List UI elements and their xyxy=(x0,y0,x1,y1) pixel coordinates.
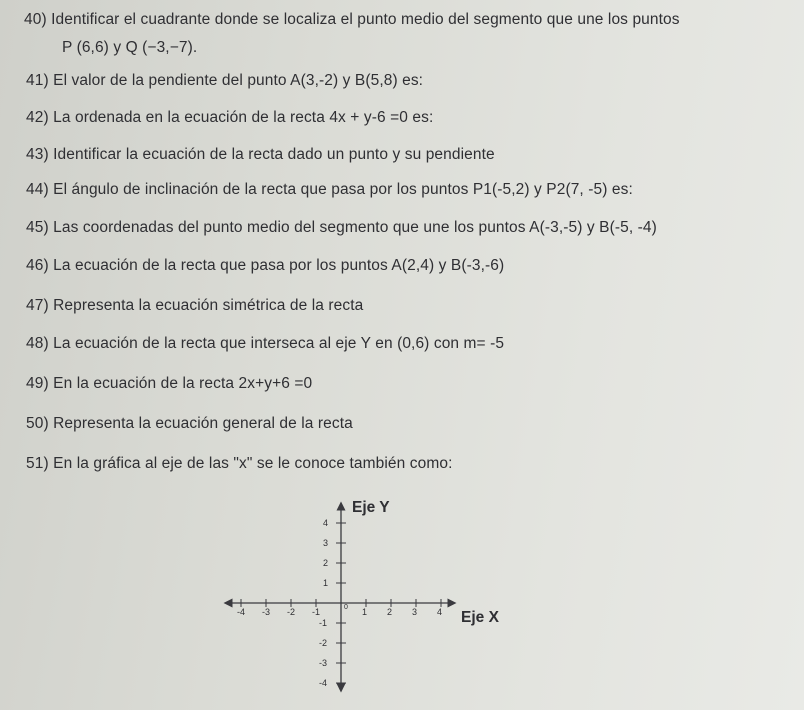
question-47 xyxy=(26,297,363,315)
question-number: 50) xyxy=(26,415,49,432)
x-ticks xyxy=(237,599,442,617)
question-51 xyxy=(26,455,452,473)
question-46 xyxy=(26,257,504,275)
question-number: 45) xyxy=(26,219,49,236)
x-tick-label: 4 xyxy=(437,607,443,617)
question-50 xyxy=(26,415,353,433)
y-tick-label: -4 xyxy=(319,678,328,688)
question-text: Representa la ecuación general de la recta xyxy=(53,415,353,432)
x-tick-label: 1 xyxy=(362,607,368,617)
y-tick-label: -2 xyxy=(319,638,328,648)
y-axis-label: Eje Y xyxy=(352,499,390,516)
question-number: 41) xyxy=(26,72,49,89)
y-tick-label: 3 xyxy=(323,538,329,548)
x-axis-label: Eje X xyxy=(461,609,499,626)
question-40-points xyxy=(62,39,197,57)
y-tick-label: -3 xyxy=(319,658,328,668)
x-tick-label: 3 xyxy=(412,607,418,617)
question-text: En la ecuación de la recta 2x+y+6 =0 xyxy=(53,375,313,392)
question-41 xyxy=(26,72,423,90)
question-number: 42) xyxy=(26,109,49,126)
x-tick-label: -1 xyxy=(312,607,321,617)
question-49 xyxy=(26,375,312,393)
x-tick-label: 0 xyxy=(344,604,348,611)
y-ticks xyxy=(319,518,346,688)
question-40 xyxy=(24,11,680,29)
question-text: La ecuación de la recta que pasa por los puntos A(2,4) y B(-3,-6) xyxy=(53,257,505,274)
question-text: Identificar el cuadrante donde se localiza el punto medio del segmento que une los puntos xyxy=(51,11,680,28)
y-tick-label: -1 xyxy=(319,618,328,628)
question-number: 51) xyxy=(26,455,49,472)
question-number: 43) xyxy=(26,146,49,163)
question-number: 47) xyxy=(26,297,49,314)
question-42 xyxy=(26,109,433,127)
y-tick-label: 4 xyxy=(323,518,329,528)
y-tick-label: 2 xyxy=(323,558,329,568)
question-text: Representa la ecuación simétrica de la recta xyxy=(53,297,364,314)
question-45 xyxy=(26,219,657,237)
question-number: 49) xyxy=(26,375,49,392)
question-number: 40) xyxy=(24,11,47,28)
x-tick-label: -2 xyxy=(287,607,296,617)
question-text: Identificar la ecuación de la recta dado un punto y su pendiente xyxy=(53,146,495,163)
question-text: Las coordenadas del punto medio del segmento que une los puntos A(-3,-5) y B(-5, -4) xyxy=(53,219,657,236)
question-text: El ángulo de inclinación de la recta que pasa por los puntos P1(-5,2) y P2(7, -5) es: xyxy=(53,181,633,198)
x-tick-label: 2 xyxy=(387,607,393,617)
x-tick-label: -4 xyxy=(237,607,246,617)
question-text: La ecuación de la recta que interseca al eje Y en (0,6) con m= -5 xyxy=(53,335,505,352)
question-text: El valor de la pendiente del punto A(3,-2) y B(5,8) es: xyxy=(53,72,424,89)
x-tick-label: -3 xyxy=(262,607,271,617)
question-number: 44) xyxy=(26,181,49,198)
question-48 xyxy=(26,335,504,353)
question-43 xyxy=(26,146,495,164)
y-tick-label: 1 xyxy=(323,578,329,588)
question-44 xyxy=(26,181,633,199)
question-text: En la gráfica al eje de las "x" se le conoce también como: xyxy=(53,455,453,472)
question-number: 48) xyxy=(26,335,49,352)
question-text: La ordenada en la ecuación de la recta 4x + y-6 =0 es: xyxy=(53,109,434,126)
question-text: P (6,6) y Q (−3,−7). xyxy=(62,39,198,56)
question-number: 46) xyxy=(26,257,49,274)
